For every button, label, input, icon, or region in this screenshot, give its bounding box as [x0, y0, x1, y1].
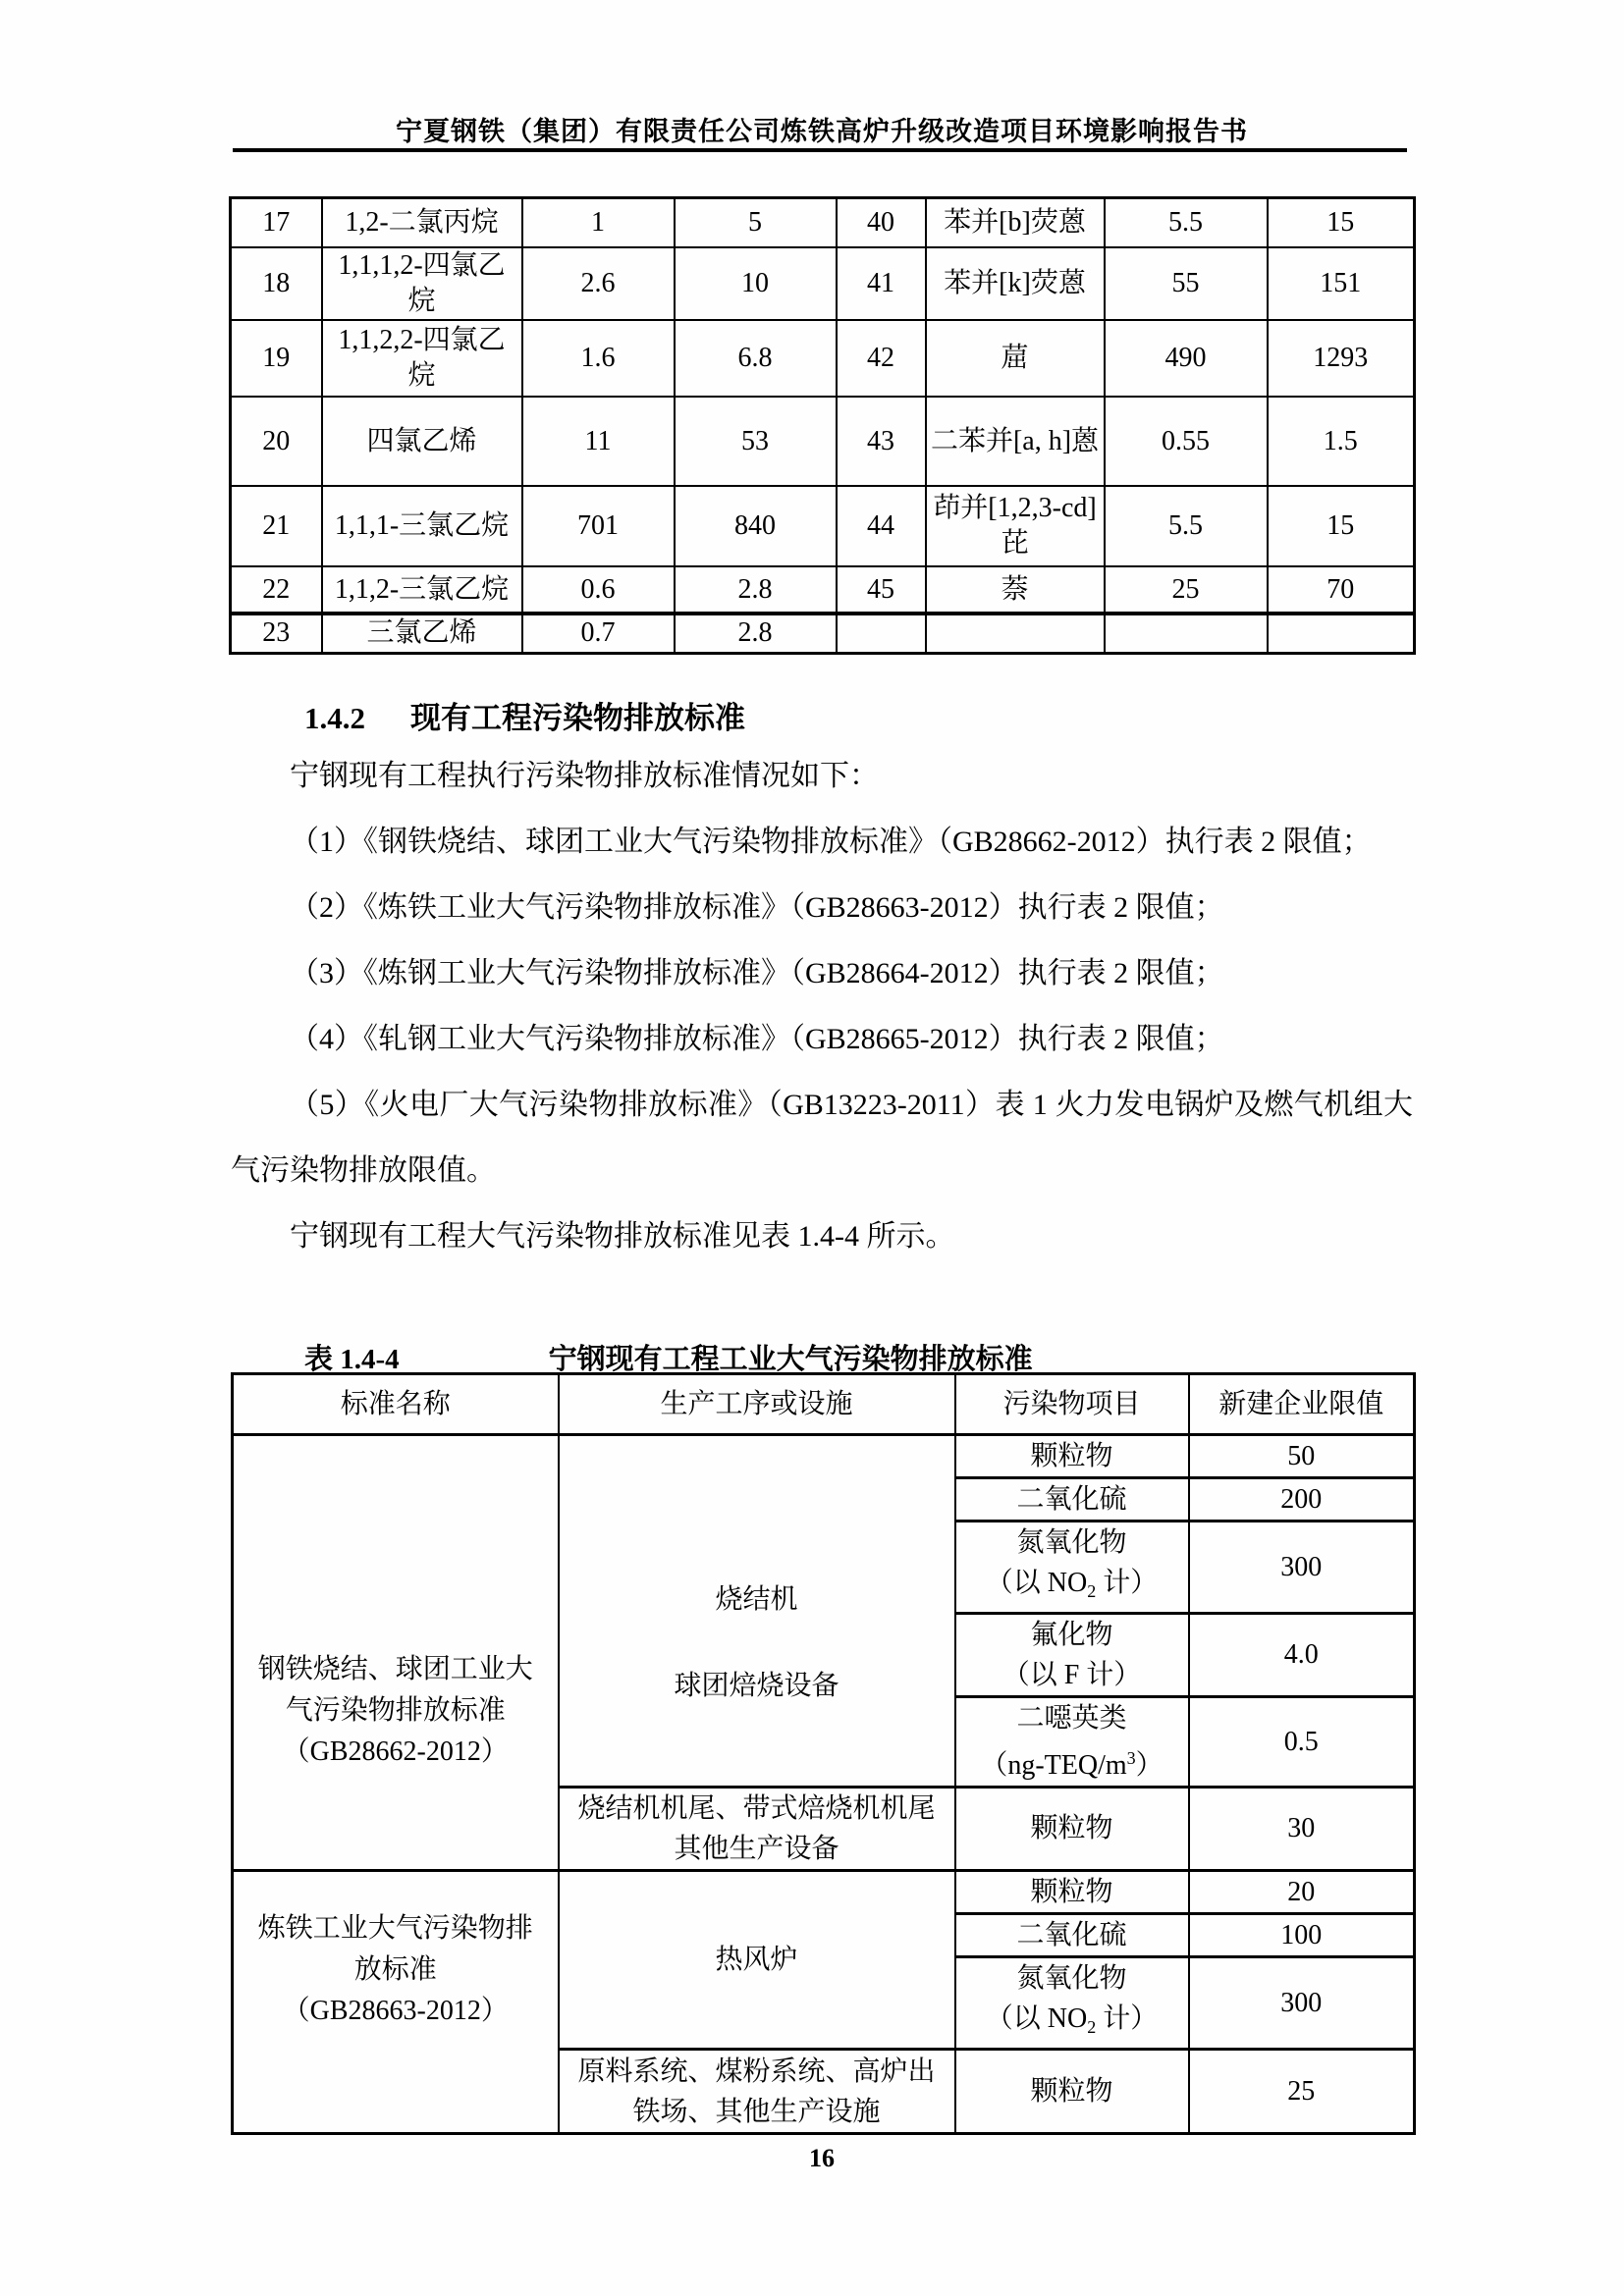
pollutant-line: （以 $NO_2$ 计）: [985, 2003, 1159, 2037]
pollutant-line: 氮氧化物: [1016, 1963, 1127, 1994]
standard-code: （GB28663-2012）: [282, 1995, 509, 2026]
row-index-cell: 40: [837, 198, 926, 247]
row-index-cell: 45: [837, 566, 926, 614]
paragraph: （5）《火电厂大气污染物排放标准》（GB13223-2011）表 1 火力发电锅炉及燃气机组大气污染物排放限值。: [231, 1089, 1413, 1187]
process-line: 烧结机机尾、带式焙烧机机尾: [577, 1793, 936, 1824]
pollutant-cell: 颗粒物: [955, 1871, 1189, 1914]
value-cell: 2.8: [675, 614, 837, 653]
row-index-cell: 19: [231, 320, 322, 397]
table-caption-label: 表 1.4-4: [304, 1344, 400, 1375]
page-number: 16: [809, 2144, 835, 2172]
pollutant-name-cell: 苯并[b]荧蒽: [926, 198, 1105, 247]
row-index-cell: 44: [837, 486, 926, 566]
row-index-cell: 43: [837, 397, 926, 486]
table-row: [231, 614, 1415, 653]
row-index-cell: 20: [231, 397, 322, 486]
row-index-cell: 22: [231, 566, 322, 614]
pollutant-name-cell: 1,1,1,2-四氯乙烷: [322, 247, 522, 321]
value-cell: 1: [522, 198, 675, 247]
table-caption: [304, 1337, 1033, 1377]
value-cell: 6.8: [675, 320, 837, 397]
value-cell: 25: [1105, 566, 1268, 614]
body-text: [231, 743, 1413, 1269]
table-row: [231, 320, 1415, 397]
limit-cell: 300: [1189, 1522, 1415, 1614]
table-row: [233, 1435, 1415, 1478]
table-row: [231, 566, 1415, 614]
value-cell: 840: [675, 486, 837, 566]
section-heading: [304, 693, 745, 737]
row-index-cell: 41: [837, 247, 926, 321]
value-cell: 1293: [1268, 320, 1415, 397]
limit-cell: 20: [1189, 1871, 1415, 1914]
value-cell: 151: [1268, 247, 1415, 321]
section-number: 1.4.2: [304, 701, 365, 735]
row-index-cell: 18: [231, 247, 322, 321]
pollutant-name-cell: 四氯乙烯: [322, 397, 522, 486]
pollutant-cell: [955, 1957, 1189, 2050]
value-cell: 5: [675, 198, 837, 247]
process-cell: [559, 1435, 955, 1788]
paragraph: （4）《轧钢工业大气污染物排放标准》（GB28665-2012）执行表 2 限值；: [290, 1023, 1224, 1055]
process-line: 球团焙烧设备: [674, 1671, 839, 1701]
pollutant-line: （以 F 计）: [1001, 1660, 1142, 1690]
table-row: [231, 198, 1415, 247]
row-index-cell: 21: [231, 486, 322, 566]
limit-cell: 0.5: [1189, 1697, 1415, 1788]
pollutant-name-cell: 1,2-二氯丙烷: [322, 198, 522, 247]
section-title: 现有工程污染物排放标准: [410, 701, 745, 735]
value-cell: 5.5: [1105, 486, 1268, 566]
value-cell: 1.5: [1268, 397, 1415, 486]
row-index-cell: 42: [837, 320, 926, 397]
standard-name-cell: [233, 1871, 559, 2134]
paragraph: 宁钢现有工程大气污染物排放标准见表 1.4-4 所示。: [290, 1220, 955, 1253]
empty-cell: [926, 614, 1105, 653]
pollutant-cell: [955, 1697, 1189, 1788]
pollutant-cell: [955, 1522, 1189, 1614]
process-cell: [559, 1788, 955, 1871]
table-row: [231, 247, 1415, 321]
value-cell: 70: [1268, 566, 1415, 614]
pollutant-limits-table: [229, 196, 1416, 655]
process-cell: 热风炉: [559, 1871, 955, 2050]
table-caption-title: 宁钢现有工程工业大气污染物排放标准: [548, 1344, 1033, 1375]
column-header-process: 生产工序或设施: [559, 1374, 955, 1435]
empty-cell: [837, 614, 926, 653]
limit-cell: 100: [1189, 1914, 1415, 1957]
value-cell: 11: [522, 397, 675, 486]
value-cell: 15: [1268, 198, 1415, 247]
value-cell: 5.5: [1105, 198, 1268, 247]
standard-name-cell: [233, 1435, 559, 1871]
pollutant-line: 氟化物: [1030, 1620, 1113, 1650]
paragraph: 宁钢现有工程执行污染物排放标准情况如下：: [290, 760, 879, 792]
pollutant-cell: 二氧化硫: [955, 1478, 1189, 1522]
standard-name-line: 炼铁工业大气污染物排: [257, 1912, 533, 1944]
limit-cell: 50: [1189, 1435, 1415, 1478]
value-cell: 701: [522, 486, 675, 566]
limit-cell: 300: [1189, 1957, 1415, 2050]
value-cell: 2.6: [522, 247, 675, 321]
process-line: 原料系统、煤粉系统、高炉出: [577, 2056, 936, 2087]
pollutant-name-cell: 1,1,2-三氯乙烷: [322, 566, 522, 614]
column-header-standard-name: 标准名称: [233, 1374, 559, 1435]
pollutant-name-cell: 1,1,1-三氯乙烷: [322, 486, 522, 566]
pollutant-cell: 颗粒物: [955, 1435, 1189, 1478]
limit-cell: 30: [1189, 1788, 1415, 1871]
header-rule: [233, 148, 1407, 152]
pollutant-cell: 颗粒物: [955, 2050, 1189, 2134]
row-index-cell: 17: [231, 198, 322, 247]
table-row: [231, 486, 1415, 566]
process-line: 其他生产设备: [674, 1834, 839, 1864]
pollutant-line: （以 $NO_2$ 计）: [985, 1568, 1159, 1601]
report-header-title: 宁夏钢铁（集团）有限责任公司炼铁高炉升级改造项目环境影响报告书: [396, 117, 1248, 146]
standard-name-line: 气污染物排放标准: [285, 1694, 506, 1726]
process-line: 铁场、其他生产设施: [632, 2096, 881, 2127]
pollutant-cell: 二氧化硫: [955, 1914, 1189, 1957]
pollutant-line: 二噁英类: [1016, 1703, 1127, 1734]
table-row: [233, 1871, 1415, 1914]
pollutant-cell: 颗粒物: [955, 1788, 1189, 1871]
value-cell: 0.7: [522, 614, 675, 653]
pollutant-name-cell: 二苯并[a, h]蒽: [926, 397, 1105, 486]
standard-name-line: 钢铁烧结、球团工业大: [257, 1653, 533, 1684]
limit-cell: 200: [1189, 1478, 1415, 1522]
pollutant-name-cell: 1,1,2,2-四氯乙烷: [322, 320, 522, 397]
table-row: [231, 397, 1415, 486]
standard-code: （GB28662-2012）: [282, 1735, 509, 1767]
column-header-limit: 新建企业限值: [1189, 1374, 1415, 1435]
empty-cell: [1268, 614, 1415, 653]
value-cell: 490: [1105, 320, 1268, 397]
value-cell: 0.6: [522, 566, 675, 614]
column-header-pollutant: 污染物项目: [955, 1374, 1189, 1435]
pollutant-line: 氮氧化物: [1016, 1527, 1127, 1558]
emission-standards-table: [231, 1372, 1416, 2135]
paragraph: （3）《炼钢工业大气污染物排放标准》（GB28664-2012）执行表 2 限值；: [290, 957, 1224, 989]
pollutant-line: $(ng-TEQ/m^3)$: [980, 1748, 1164, 1781]
paragraph: （1）《钢铁烧结、球团工业大气污染物排放标准》（GB28662-2012）执行表 2 限值；: [290, 826, 1372, 858]
pollutant-name-cell: 䓛: [926, 320, 1105, 397]
process-line: 烧结机: [715, 1584, 798, 1615]
paragraph: （2）《炼铁工业大气污染物排放标准》（GB28663-2012）执行表 2 限值；: [290, 891, 1224, 924]
value-cell: 15: [1268, 486, 1415, 566]
standard-name-line: 放标准: [353, 1953, 437, 1985]
value-cell: 53: [675, 397, 837, 486]
limit-cell: 25: [1189, 2050, 1415, 2134]
pollutant-cell: [955, 1614, 1189, 1697]
value-cell: 2.8: [675, 566, 837, 614]
value-cell: 0.55: [1105, 397, 1268, 486]
pollutant-name-cell: 茚并[1,2,3-cd]芘: [926, 486, 1105, 566]
pollutant-name-cell: 苯并[k]荧蒽: [926, 247, 1105, 321]
empty-cell: [1105, 614, 1268, 653]
row-index-cell: 23: [231, 614, 322, 653]
table-header-row: [233, 1374, 1415, 1435]
value-cell: 10: [675, 247, 837, 321]
value-cell: 1.6: [522, 320, 675, 397]
limit-cell: 4.0: [1189, 1614, 1415, 1697]
process-cell: [559, 2050, 955, 2134]
value-cell: 55: [1105, 247, 1268, 321]
pollutant-name-cell: 三氯乙烯: [322, 614, 522, 653]
pollutant-name-cell: 萘: [926, 566, 1105, 614]
